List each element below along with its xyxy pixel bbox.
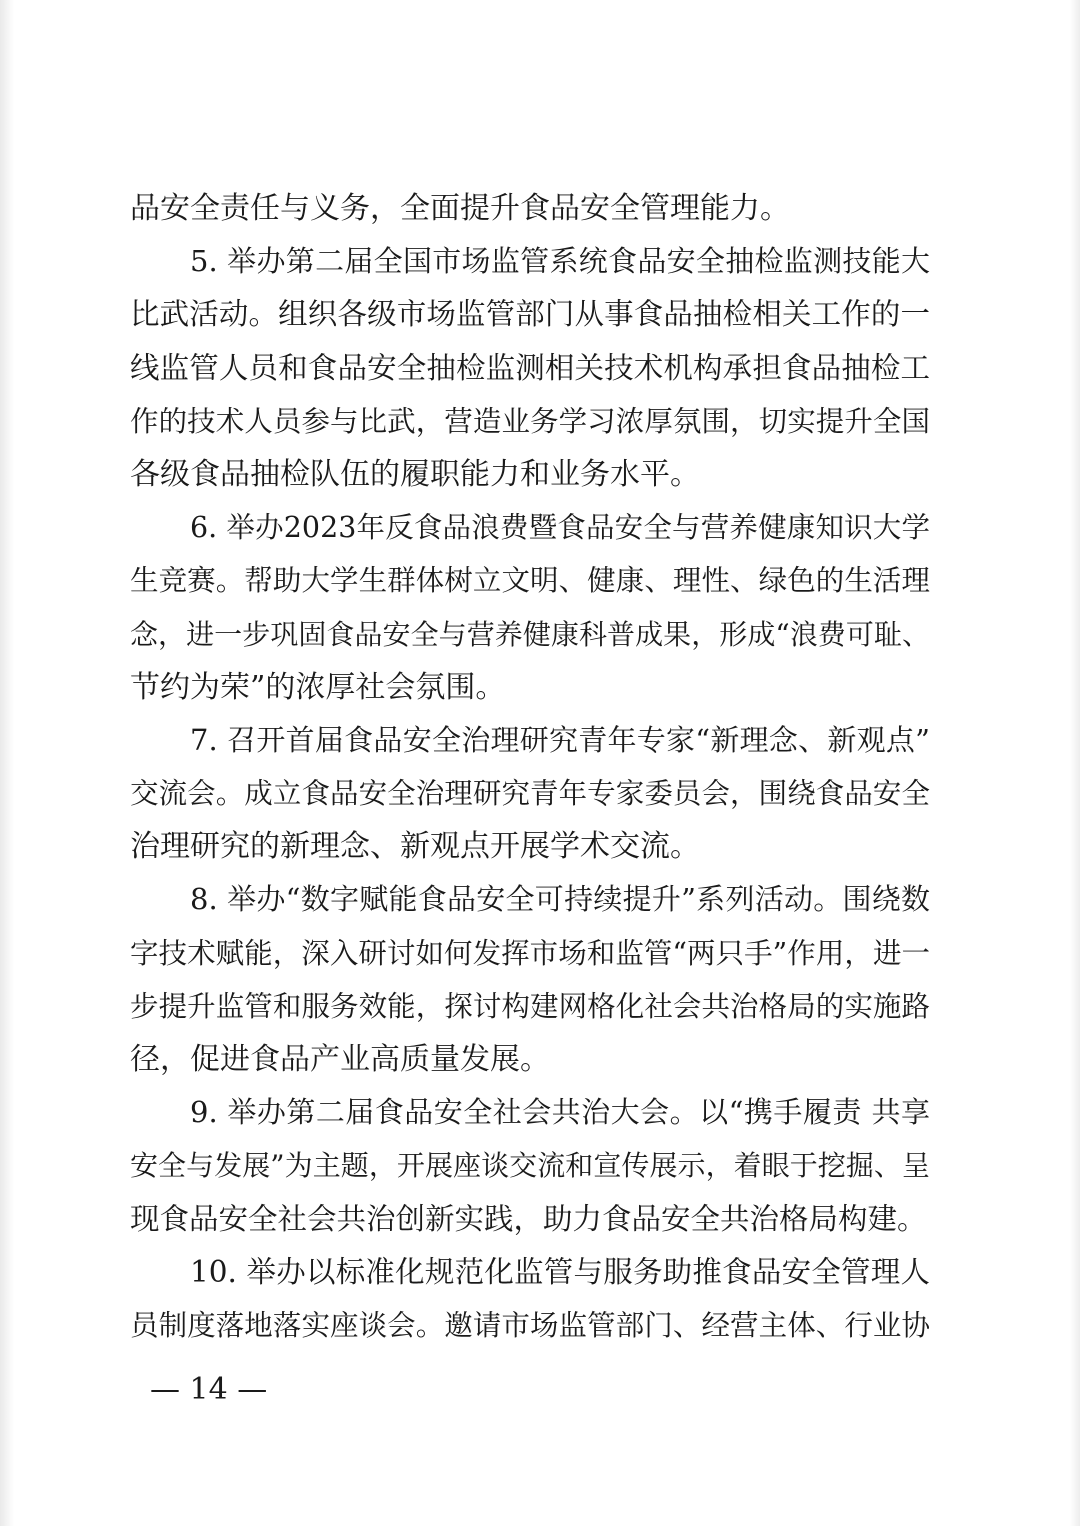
text-line: 品安全责任与义务，全面提升食品安全管理能力。 bbox=[130, 191, 790, 226]
text-line: 交流会。成立食品安全治理研究青年专家委员会，围绕食品安全 bbox=[130, 777, 930, 811]
text-line: 治理研究的新理念、新观点开展学术交流。 bbox=[130, 829, 700, 865]
text-line: 8. 举办“数字赋能食品安全可持续提升”系列活动。围绕数 bbox=[190, 882, 930, 917]
body-text bbox=[130, 182, 930, 1352]
text-line: 9. 举办第二届食品安全社会共治大会。以“携手履责 共享 bbox=[190, 1095, 930, 1130]
text-line: 步提升监管和服务效能，探讨构建网格化社会共治格局的实施路 bbox=[130, 989, 930, 1023]
text-line: 线监管人员和食品安全抽检监测相关技术机构承担食品抽检工 bbox=[130, 350, 930, 385]
text-line: 5. 举办第二届全国市场监管系统食品安全抽检监测技能大 bbox=[190, 244, 930, 279]
text-line: 10. 举办以标准化规范化监管与服务助推食品安全管理人 bbox=[190, 1254, 930, 1289]
text-line: 6. 举办2023年反食品浪费暨食品安全与营养健康知识大学 bbox=[190, 511, 930, 545]
text-line: 7. 召开首届食品安全治理研究青年专家“新理念、新观点” bbox=[190, 722, 930, 757]
text-line: 字技术赋能，深入研讨如何发挥市场和监管“两只手”作用，进一 bbox=[130, 936, 930, 970]
text-line: 念，进一步巩固食品安全与营养健康科普成果，形成“浪费可耻、 bbox=[130, 617, 930, 651]
text-line: 生竞赛。帮助大学生群体树立文明、健康、理性、绿色的生活理 bbox=[130, 564, 930, 598]
page-number: — 14 — bbox=[150, 1372, 268, 1407]
text-line: 现食品安全社会共治创新实践，助力食品安全共治格局构建。 bbox=[130, 1201, 927, 1236]
text-line: 安全与发展”为主题，开展座谈交流和宣传展示，着眼于挖掘、呈 bbox=[130, 1149, 930, 1183]
text-line: 比武活动。组织各级市场监管部门从事食品抽检相关工作的一 bbox=[130, 297, 930, 332]
text-line: 各级食品抽检队伍的履职能力和业务水平。 bbox=[130, 456, 700, 492]
text-line: 员制度落地落实座谈会。邀请市场监管部门、经营主体、行业协 bbox=[130, 1308, 930, 1342]
text-line: 作的技术人员参与比武，营造业务学习浓厚氛围，切实提升全国 bbox=[130, 404, 930, 438]
text-line: 节约为荣”的浓厚社会氛围。 bbox=[130, 669, 506, 705]
text-line: 径，促进食品产业高质量发展。 bbox=[130, 1042, 550, 1077]
